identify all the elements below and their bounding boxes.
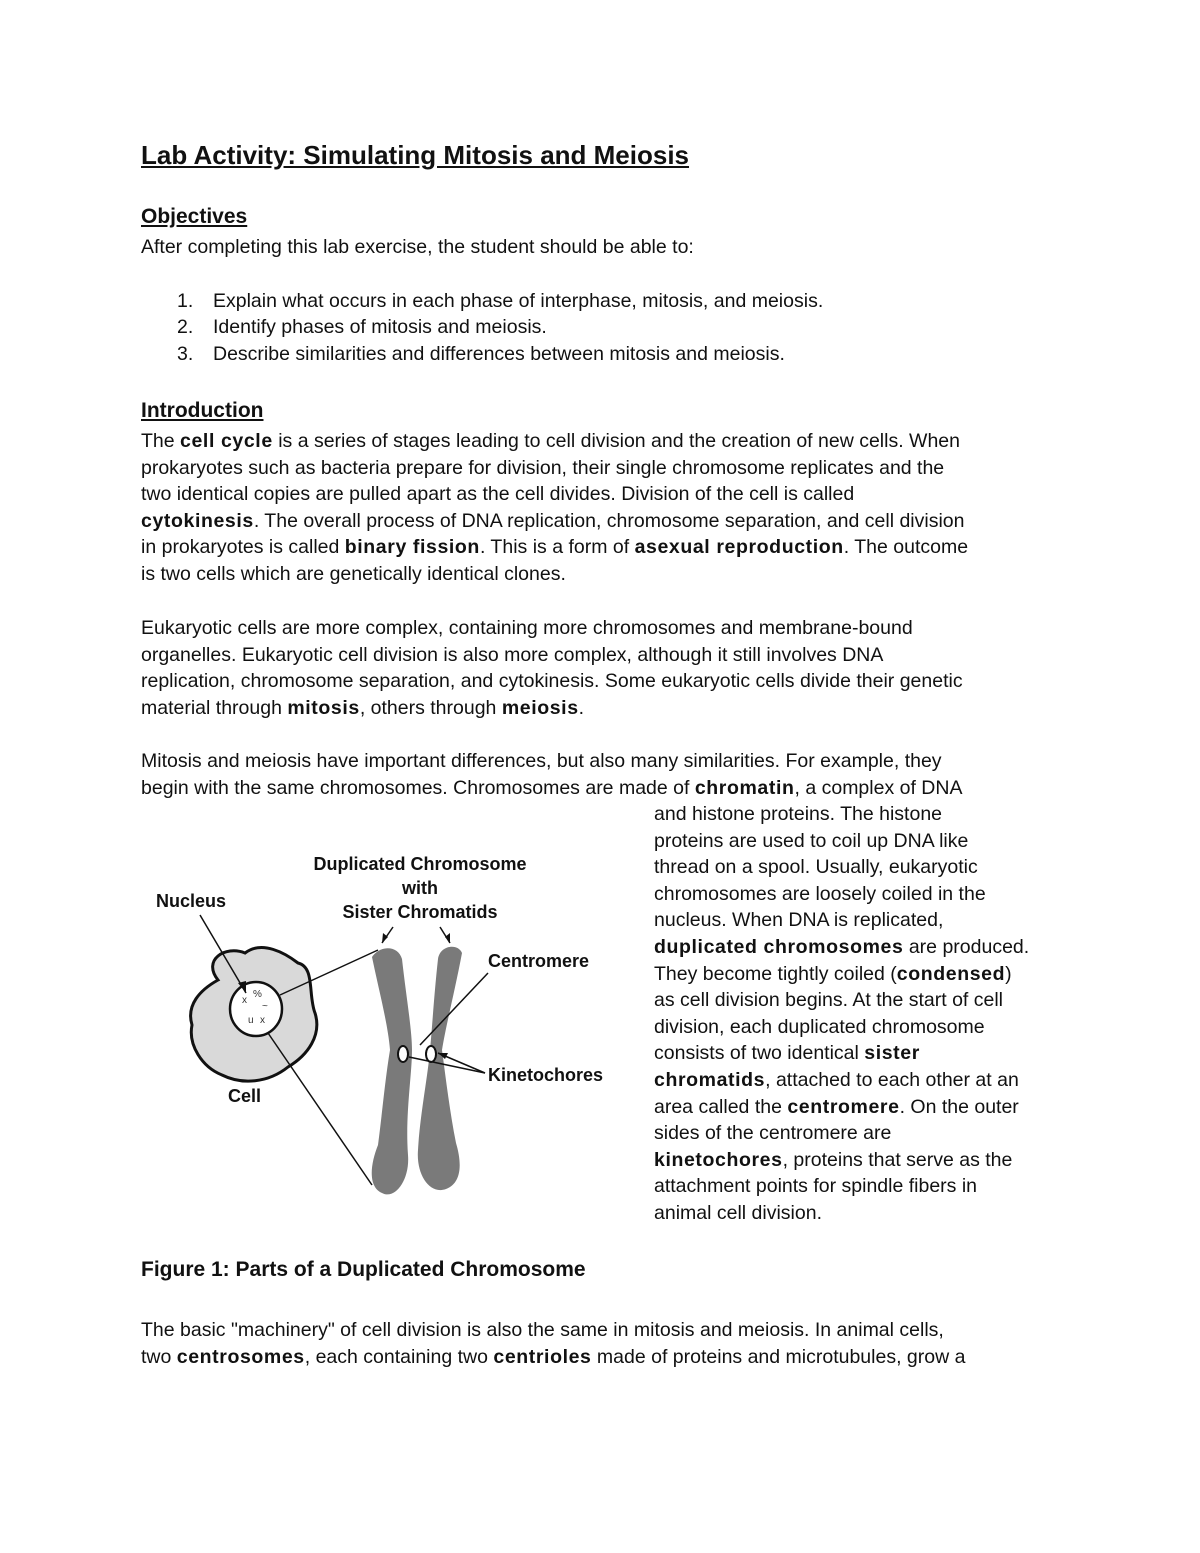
label-with: with xyxy=(402,878,438,898)
bold-term: cytokinesis xyxy=(141,509,254,532)
text-line xyxy=(141,1317,944,1344)
bold-term: sister xyxy=(864,1042,920,1065)
text-segment: prokaryotes such as bacteria prepare for division, their single chromosome replicates and the xyxy=(141,456,945,479)
text-line xyxy=(654,828,968,855)
text-segment: , a complex of DNA xyxy=(794,776,963,799)
chromosome-diagram xyxy=(150,845,630,1210)
text-segment: . The overall process of DNA replication, chromosome separation, and cell division xyxy=(253,509,965,532)
objective-number: 1. xyxy=(177,290,194,312)
text-line xyxy=(141,775,962,802)
text-segment: as cell division begins. At the start of cell xyxy=(654,989,1004,1012)
duplicated-chromosome xyxy=(372,947,462,1195)
text-segment: ) xyxy=(1005,962,1012,985)
svg-text:%: % xyxy=(253,989,262,1000)
text-segment: . This is a form of xyxy=(479,536,635,559)
text-segment: two identical copies are pulled apart as the cell divides. Division of the cell is called xyxy=(141,483,855,506)
text-segment: area called the xyxy=(654,1095,788,1118)
objective-text: Identify phases of mitosis and meiosis. xyxy=(213,316,547,338)
text-segment: , attached to each other at an xyxy=(765,1069,1019,1091)
figure-caption: Figure 1: Parts of a Duplicated Chromosome xyxy=(141,1258,586,1281)
text-segment: . The outcome xyxy=(843,536,969,559)
text-line xyxy=(654,1200,822,1227)
introduction-heading: Introduction xyxy=(141,399,264,422)
text-segment: in prokaryotes is called xyxy=(141,536,345,559)
label-nucleus: Nucleus xyxy=(156,891,227,911)
text-line xyxy=(141,668,963,695)
bold-term: binary fission xyxy=(344,536,480,559)
text-line xyxy=(654,1147,1012,1174)
label-cell: Cell xyxy=(228,1086,262,1106)
bold-term: chromatin xyxy=(694,776,795,799)
text-line xyxy=(654,1067,1019,1094)
bold-term: meiosis xyxy=(501,696,579,719)
text-line xyxy=(141,455,944,482)
text-segment: material through xyxy=(141,696,288,719)
text-segment: Eukaryotic cells are more complex, containing more chromosomes and membrane-bound xyxy=(141,617,913,639)
svg-text:~: ~ xyxy=(262,1001,268,1012)
text-line xyxy=(141,748,942,775)
objective-item xyxy=(177,314,547,341)
label-sister-chromatids: Sister Chromatids xyxy=(342,902,498,922)
text-line xyxy=(654,1094,1019,1121)
text-segment: . xyxy=(578,696,585,719)
text-line xyxy=(654,1120,891,1147)
text-segment: replication, chromosome separation, and cytokinesis. Some eukaryotic cells divide their genetic xyxy=(141,670,963,693)
text-segment: is a series of stages leading to cell division and the creation of new cells. When xyxy=(272,430,960,452)
text-segment: nucleus. When DNA is replicated, xyxy=(654,909,944,932)
bold-term: cell cycle xyxy=(180,430,273,452)
svg-text:u: u xyxy=(248,1015,254,1026)
bold-term: centromere xyxy=(787,1095,900,1118)
text-line xyxy=(141,642,883,669)
text-segment: animal cell division. xyxy=(654,1202,822,1224)
text-line xyxy=(654,1040,920,1067)
text-line xyxy=(654,801,942,828)
text-segment: chromosomes are loosely coiled in the xyxy=(654,882,986,905)
text-segment: , proteins that serve as the xyxy=(782,1148,1013,1171)
text-segment: made of proteins and microtubules, grow a xyxy=(591,1345,966,1368)
objective-text: Explain what occurs in each phase of interphase, mitosis, and meiosis. xyxy=(213,290,824,312)
text-line xyxy=(654,1173,977,1200)
text-line xyxy=(141,615,913,642)
text-line xyxy=(141,695,584,722)
text-line xyxy=(654,854,978,881)
objective-item xyxy=(177,288,823,315)
text-line xyxy=(654,907,943,934)
text-segment: sides of the centromere are xyxy=(654,1122,892,1145)
text-line xyxy=(141,1344,965,1371)
bold-term: asexual reproduction xyxy=(634,536,844,559)
text-segment: two xyxy=(141,1345,177,1368)
text-line xyxy=(654,881,986,908)
objective-text: Describe similarities and differences between mitosis and meiosis. xyxy=(213,343,785,365)
text-segment: proteins are used to coil up DNA like xyxy=(654,829,969,852)
text-segment: Mitosis and meiosis have important differences, but also many similarities. For example, they xyxy=(141,750,942,772)
text-segment: division, each duplicated chromosome xyxy=(654,1015,985,1038)
label-kinetochores: Kinetochores xyxy=(488,1065,604,1085)
bold-term: centrosomes xyxy=(176,1345,305,1368)
objectives-heading: Objectives xyxy=(141,205,248,228)
text-segment: The basic "machinery" of cell division is also the same in mitosis and meiosis. In animal cells, xyxy=(141,1319,944,1341)
text-segment: consists of two identical xyxy=(654,1042,865,1065)
bold-term: kinetochores xyxy=(654,1148,783,1171)
text-segment: organelles. Eukaryotic cell division is also more complex, although it still involves DNA xyxy=(141,643,884,666)
label-centromere: Centromere xyxy=(488,951,590,971)
text-segment: . On the outer xyxy=(899,1095,1019,1118)
text-segment: attachment points for spindle fibers in xyxy=(654,1175,978,1198)
text-segment: are produced. xyxy=(903,936,1030,958)
page-title: Lab Activity: Simulating Mitosis and Meiosis xyxy=(141,140,690,170)
text-segment: and histone proteins. The histone xyxy=(654,803,943,825)
text-line xyxy=(654,961,1012,988)
objective-number: 2. xyxy=(177,316,194,338)
text-segment: The xyxy=(141,430,181,452)
bold-term: condensed xyxy=(896,962,1006,985)
text-line xyxy=(141,534,968,561)
bold-term: centrioles xyxy=(493,1345,592,1368)
objectives-intro: After completing this lab exercise, the student should be able to: xyxy=(141,236,694,258)
text-segment: , others through xyxy=(359,696,502,719)
svg-text:x: x xyxy=(260,1015,265,1026)
text-segment: begin with the same chromosomes. Chromosomes are made of xyxy=(141,776,695,799)
text-segment: is two cells which are genetically identical clones. xyxy=(141,563,566,585)
text-segment: thread on a spool. Usually, eukaryotic xyxy=(654,856,978,879)
text-line xyxy=(141,481,854,508)
text-segment: They become tightly coiled ( xyxy=(654,962,897,985)
text-line xyxy=(141,428,960,455)
objective-number: 3. xyxy=(177,343,194,365)
svg-text:x: x xyxy=(242,995,247,1006)
bold-term: mitosis xyxy=(287,696,360,719)
bold-term: chromatids xyxy=(654,1069,766,1091)
text-line xyxy=(654,934,1029,961)
text-line xyxy=(141,561,566,588)
text-line xyxy=(141,508,964,535)
label-duplicated-chromosome: Duplicated Chromosome xyxy=(313,854,527,874)
text-line xyxy=(654,987,1003,1014)
text-segment: , each containing two xyxy=(304,1345,494,1368)
objective-item xyxy=(177,341,785,368)
text-line xyxy=(654,1014,985,1041)
bold-term: duplicated chromosomes xyxy=(654,936,904,958)
